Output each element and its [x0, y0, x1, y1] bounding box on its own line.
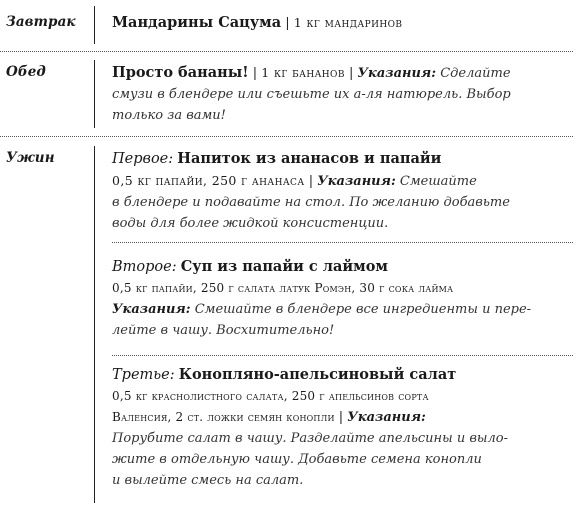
second-course-label: Второе:	[112, 259, 177, 275]
third-course-ingredients-2: Валенсия, 2 ст. ложки семян конопли	[112, 410, 335, 424]
first-course-ingredients: 0,5 кг папайи, 250 г ананаса	[112, 173, 305, 188]
column-divider	[94, 60, 95, 128]
lunch-directions-label: Указания:	[357, 66, 437, 81]
first-course-label: Первое:	[112, 151, 174, 167]
third-course-heading	[112, 364, 569, 386]
separator-pipe: |	[252, 66, 262, 81]
third-course-directions-1: Порубите салат в чашу. Разделайте апельсины и выло-	[112, 431, 508, 446]
breakfast-content	[112, 12, 569, 34]
separator-pipe: |	[285, 16, 294, 31]
second-course-heading	[112, 256, 569, 278]
second-course-ingredients: 0,5 кг папайи, 250 г салата латук Ромэн, 30 г сока лайма	[112, 281, 454, 295]
dinner-second-course	[112, 256, 569, 341]
first-course-directions-3: воды для более жидкой консистенции.	[112, 216, 389, 231]
lunch-directions-3: только за вами!	[112, 108, 226, 123]
lunch-label: Обед	[6, 64, 46, 80]
column-divider	[94, 6, 95, 44]
first-course-directions-label: Указания:	[317, 174, 396, 189]
breakfast-ingredients: 1 кг мандаринов	[293, 15, 403, 30]
dinner-third-course	[112, 364, 569, 491]
third-course-title: Конопляно-апельсиновый салат	[178, 366, 457, 383]
second-course-directions-label: Указания:	[112, 302, 191, 317]
separator-pipe: |	[348, 66, 358, 81]
second-course-directions-1: Смешайте в блендере все ингредиенты и пере-	[194, 302, 532, 317]
second-course-directions-2: лейте в чашу. Восхитительно!	[112, 323, 335, 338]
column-divider	[94, 146, 95, 503]
third-course-directions-3: и вылейте смесь на салат.	[112, 473, 304, 488]
first-course-line-2	[112, 170, 569, 192]
second-course-title: Суп из папайи с лаймом	[180, 258, 388, 275]
row-separator	[0, 136, 573, 137]
row-separator	[0, 51, 573, 52]
breakfast-title: Мандарины Сацума	[112, 14, 282, 31]
lunch-ingredients: 1 кг бананов	[261, 65, 345, 80]
course-separator	[112, 355, 573, 356]
third-course-ingredients-1: 0,5 кг краснолистного салата, 250 г апельсинов сорта	[112, 389, 429, 403]
first-course-directions-1: Смешайте	[399, 174, 477, 189]
third-course-label: Третье:	[112, 367, 175, 383]
third-course-directions-label: Указания:	[347, 410, 426, 425]
separator-pipe: |	[338, 410, 348, 425]
third-course-directions-2: жите в отдельную чашу. Добавьте семена конопли	[112, 452, 482, 467]
course-separator	[112, 242, 573, 243]
second-course-line-3	[112, 299, 569, 320]
dinner-first-course	[112, 148, 569, 234]
first-course-directions-2: в блендере и подавайте на стол. По желанию добавьте	[112, 195, 510, 210]
lunch-content	[112, 62, 569, 126]
dinner-label: Ужин	[6, 150, 55, 166]
first-course-heading	[112, 148, 569, 170]
lunch-line-1	[112, 62, 569, 84]
third-course-line-3	[112, 407, 569, 428]
breakfast-label: Завтрак	[6, 14, 76, 30]
lunch-directions-2: смузи в блендере или съешьте их а-ля натюрель. Выбор	[112, 87, 511, 102]
first-course-title: Напиток из ананасов и папайи	[177, 150, 442, 167]
separator-pipe: |	[308, 174, 318, 189]
lunch-title: Просто бананы!	[112, 64, 249, 81]
lunch-directions-1: Сделайте	[440, 66, 511, 81]
